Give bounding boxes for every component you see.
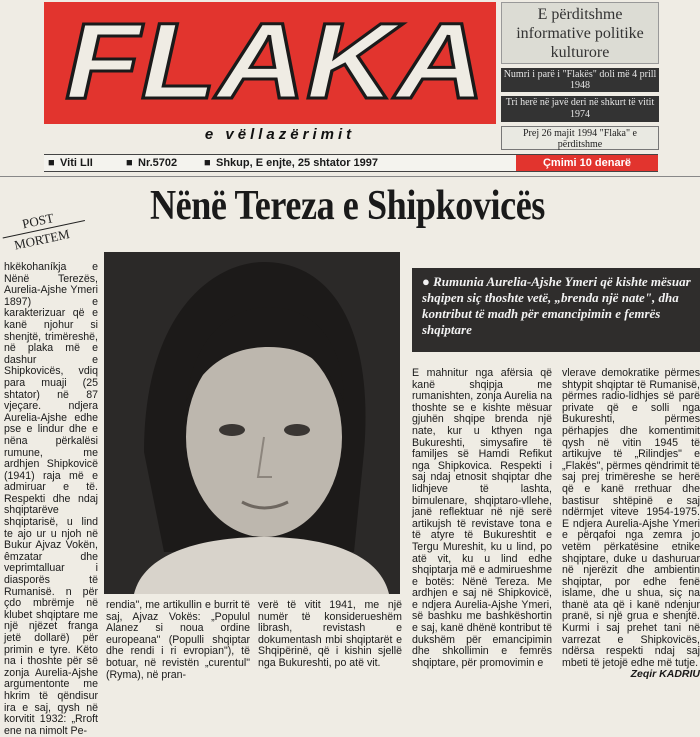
article-column-2b <box>258 600 402 680</box>
paragraph: E mahnitur nga afërsia që kanë shqipja me rumanishten, zonja Aurelia na thoshte se e kishte mësuar gjuhën shqipe brenda një nate, kur u kthyen nga Bukureshti, simysafire të familjes së Hamdi Refikut nga Shipkovica. Respekti i saj ndaj etnosit shqiptar dhe lidhjeve të lashta, bimulenare, shqiptaro-vllehe, janë reflektuar në një serë artikujsh të revistave tona e të atyre të Bukureshtit e Tergu Mureshit, ku u lind, po atë vit, ku u lind edhe shqiptarja më e admirueshme e botës: Nënë Tereza. Me ardhjen e saj në Shipkovicë, e ndjera Aurelia-Ajshe Ymeri, së bashku me bashkëshortin e saj, kanë dhënë kontribut të dukshëm për emancipimin dhe shkollimin e femrës shqiptare, për promovimin e <box>412 367 552 669</box>
article-lede <box>412 268 700 352</box>
issue-number: Nr.5702 <box>138 157 178 169</box>
lede-text: Rumunia Aurelia-Ajshe Ymeri që kishte mësuar shqipen siç thoshte vetë, „brenda një nate", dha kontribut të madh për emancipimin e femrës shqiptare <box>422 274 691 337</box>
paragraph: rendia", me artikullin e burrit të saj, Ajvaz Vokës: „Populul Alanez si noua ordine europeana" (Populli shqiptar dhe rendi i ri evropian"), të botuar, në revistën „curentul" (Ryma), në pran- <box>106 599 250 681</box>
bullet-icon: ■ <box>204 157 211 169</box>
rubric-line1: POST <box>20 210 56 232</box>
article-column-1 <box>4 261 98 737</box>
logo-text: FLAKA <box>65 0 486 121</box>
price-tag: Çmimi 10 denarë <box>516 155 658 171</box>
bullet-icon: ■ <box>126 157 133 169</box>
article-column-4 <box>562 368 700 672</box>
tagline-box: E përditshme informative politike kulturore <box>501 2 659 64</box>
masthead-info-panel <box>501 2 659 154</box>
flaka-logo <box>60 0 490 121</box>
article-column-2a <box>106 600 250 680</box>
paragraph: verë të vitit 1941, me një numër të konsiderueshëm librash, revistash e dokumentash mbi shqiptarët e Shqipërinë, që i kishin sjellë nga Bukureshti, po atë vit. <box>258 599 402 669</box>
portrait-photo <box>104 252 400 594</box>
masthead-subtitle: e vëllazërimit <box>70 126 490 144</box>
daily-since-note: Prej 26 majit 1994 "Flaka" e përditshme <box>501 126 659 150</box>
article-byline: Zeqir KADRIU <box>630 668 700 680</box>
paragraph: vlerave demokratike përmes shtypit shqiptar të Rumanisë, përmes radio-lidhjes së parë private që e solli nga Bukureshti, përmes përhapjes dhe komentimit qysh në vitin 1945 të artikujve të „Rilindjes" e „Flakës", përmes qëndrimit të saj prej trimëreshe se herë që e kanë rrethuar dhe bastisur shtëpinë e saj ndërmjet viteve 1954-1975. E ndjera Aurelia-Ajshe Ymeri e përqafoi nga zemra jo vetëm përkatësine etnike shqiptare, duke u dashuruar në njerëzit dhe ambientin shqiptar, por edhe fenë islame, dhe u shua, siç na thanë ata që i kanë ndenjur pranë, si një grua e shenjtë. Kurmi i saj prehet tani në varrezat e Shipkovicës, ndërsa respekti ndaj saj mbeti të jetojë edhe më tutje. <box>562 367 700 669</box>
founded-note: Numri i parë i "Flakës" doli më 4 prill 1948 <box>501 68 659 92</box>
issue-info-bar <box>44 154 658 172</box>
frequency-note: Tri herë në javë deri në shkurt të vitit 1974 <box>501 96 659 122</box>
article-column-3 <box>412 368 552 682</box>
article-headline: Nënë Tereza e Shipkovicës <box>150 183 545 229</box>
rubric-line2: MORTEM <box>12 226 71 253</box>
issue-place-date: Shkup, E enjte, 25 shtator 1997 <box>216 157 379 169</box>
bullet-icon: ● <box>422 274 430 289</box>
bullet-icon: ■ <box>48 157 55 169</box>
section-divider <box>0 176 700 177</box>
paragraph: hkëkohaníkja e Nënë Terezës, Aurelia-Ajshe Ymeri 1897) e karakterizuar që e kanë njohur si shenjtë, trimëreshë, në plaka më e dashur e Shipkovicës, vdiq para muaji (25 shtator) në 87 vjeçare. ndjera Aurelia-Ajshe edhe pse e lindur dhe e nëna përkalësi rumune, me ardhjen Shipkovicë (1941) raja më e admiruar e të. Respekti dhe ndaj shqiptarëve shqiptarisë, u lind te ajo ur u njoh në Bukur Ajvaz Vokën, êmzatar dhe veprimtalluar i diasporës të Rumanisë. n për çdo mbrëmje në klubet shqiptare me një njëzet franga jetë dollarë) për primin e tyre. Këto na i thoshte për së zonja Aurelia-Ajshe argumentonte me hkrim të qëndisur ira e saj, qysh në korvitit 1932: „Rroft ene na nimolt Pe- <box>4 261 98 737</box>
issue-year: Viti LII <box>60 157 93 169</box>
post-mortem-rubric <box>0 208 90 252</box>
